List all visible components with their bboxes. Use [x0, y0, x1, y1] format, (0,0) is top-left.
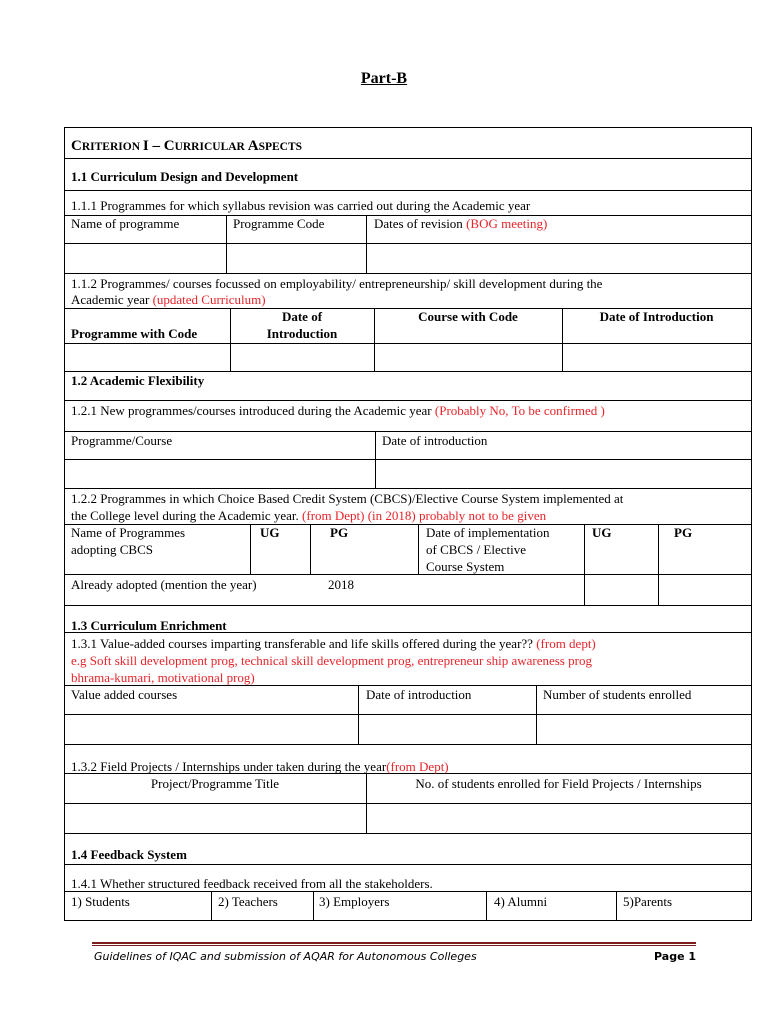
item-1-3-1: 1.3.1 Value-added courses imparting transferable and life skills offered during the year?? (from dept): [71, 636, 596, 651]
col-name-of-programmes-line2: adopting CBCS: [71, 542, 153, 557]
col-divider: [536, 685, 537, 744]
stakeholder-students: 1) Students: [71, 894, 130, 909]
col-date-of-introduction-4: Date of introduction: [366, 687, 472, 702]
col-programme-code: Programme Code: [233, 216, 325, 231]
section-1-4-heading: 1.4 Feedback System: [71, 847, 187, 862]
col-divider: [418, 524, 419, 574]
row-divider: [64, 400, 752, 401]
col-name-of-programme: Name of programme: [71, 216, 180, 231]
row-divider: [64, 459, 752, 460]
page-number: Page 1: [654, 950, 697, 963]
row-divider: [64, 273, 752, 274]
col-date-of-introduction-2: Date of Introduction: [599, 309, 714, 324]
col-ug-2: UG: [592, 525, 612, 540]
row-divider: [64, 574, 752, 575]
item-1-1-2-line2: Academic year (updated Curriculum): [71, 292, 266, 307]
col-no-of-students-field-projects: No. of students enrolled for Field Projects / Internships: [415, 776, 702, 791]
row-divider: [64, 744, 752, 745]
already-adopted-label: Already adopted (mention the year): [71, 577, 257, 592]
col-programme-course: Programme/Course: [71, 433, 173, 448]
col-divider: [366, 215, 367, 273]
col-ug: UG: [260, 525, 280, 540]
col-divider: [310, 524, 311, 574]
row-divider: [64, 431, 752, 432]
stakeholder-parents: 5)Parents: [623, 894, 673, 909]
item-1-2-2-line2: the College level during the Academic year. (from Dept) (in 2018) probably not to be given: [71, 508, 547, 523]
col-pg-2: PG: [674, 525, 693, 540]
stakeholder-alumni: 4) Alumni: [494, 894, 548, 909]
already-adopted-year: 2018: [328, 577, 354, 592]
row-divider: [64, 864, 752, 865]
col-project-programme-title: Project/Programme Title: [150, 776, 280, 791]
col-course-with-code: Course with Code: [418, 309, 518, 324]
row-divider: [64, 343, 752, 344]
col-divider: [486, 891, 487, 920]
col-number-of-students: Number of students enrolled: [543, 687, 692, 702]
item-1-3-2: 1.3.2 Field Projects / Internships under taken during the year(from Dept): [71, 759, 449, 774]
col-date-implementation-line3: Course System: [426, 559, 505, 574]
stakeholder-employers: 3) Employers: [319, 894, 390, 909]
section-1-2-heading: 1.2 Academic Flexibility: [71, 373, 205, 388]
col-date-implementation-line2: of CBCS / Elective: [426, 542, 527, 557]
table-border-bottom: [64, 920, 752, 921]
section-1-1-heading: 1.1 Curriculum Design and Development: [71, 169, 299, 184]
row-divider: [64, 488, 752, 489]
row-divider: [64, 605, 752, 606]
col-date-of-introduction-line1: Date of: [281, 309, 323, 324]
col-divider: [375, 431, 376, 488]
col-date-of-introduction-3: Date of introduction: [382, 433, 488, 448]
col-divider: [226, 215, 227, 273]
col-date-of-introduction-line2: Introduction: [266, 326, 338, 341]
row-divider: [64, 714, 752, 715]
item-1-1-2-line1: 1.1.2 Programmes/ courses focussed on employability/ entrepreneurship/ skill development during the: [71, 276, 603, 291]
col-divider: [211, 891, 212, 920]
item-1-2-1: 1.2.1 New programmes/courses introduced during the Academic year (Probably No, To be confirmed ): [71, 403, 605, 418]
col-programme-with-code: Programme with Code: [71, 326, 198, 341]
col-value-added-courses: Value added courses: [71, 687, 178, 702]
row-divider: [64, 243, 752, 244]
col-divider: [584, 524, 585, 605]
col-divider: [658, 524, 659, 605]
row-divider: [64, 158, 752, 159]
footer-rule: [92, 942, 696, 944]
row-divider: [64, 190, 752, 191]
item-1-1-1: 1.1.1 Programmes for which syllabus revision was carried out during the Academic year: [71, 198, 531, 213]
col-divider: [616, 891, 617, 920]
row-divider: [64, 833, 752, 834]
item-1-4-1: 1.4.1 Whether structured feedback received from all the stakeholders.: [71, 876, 433, 891]
footer-rule-thin: [92, 945, 696, 946]
row-divider: [64, 371, 752, 372]
col-pg: PG: [330, 525, 349, 540]
col-name-of-programmes-line1: Name of Programmes: [71, 525, 186, 540]
col-divider: [358, 685, 359, 744]
col-dates-of-revision: Dates of revision (BOG meeting): [374, 216, 548, 231]
col-date-implementation-line1: Date of implementation: [426, 525, 550, 540]
section-1-3-heading: 1.3 Curriculum Enrichment: [71, 618, 227, 633]
item-1-3-1-example-line1: e.g Soft skill development prog, technical skill development prog, entrepreneur ship awareness prog: [71, 653, 592, 668]
page-heading: Part-B: [360, 70, 408, 87]
stakeholder-teachers: 2) Teachers: [218, 894, 278, 909]
item-1-2-2-line1: 1.2.2 Programmes in which Choice Based Credit System (CBCS)/Elective Course System implemented at: [71, 491, 624, 506]
item-1-3-1-example-line2: bhrama-kumari, motivational prog): [71, 670, 255, 685]
col-divider: [313, 891, 314, 920]
col-divider: [250, 524, 251, 574]
criterion-heading: CRITERION I – CURRICULAR ASPECTS: [71, 138, 303, 154]
table-border-top: [64, 127, 752, 128]
footer-text: Guidelines of IQAC and submission of AQAR for Autonomous Colleges: [94, 950, 477, 963]
row-divider: [64, 803, 752, 804]
